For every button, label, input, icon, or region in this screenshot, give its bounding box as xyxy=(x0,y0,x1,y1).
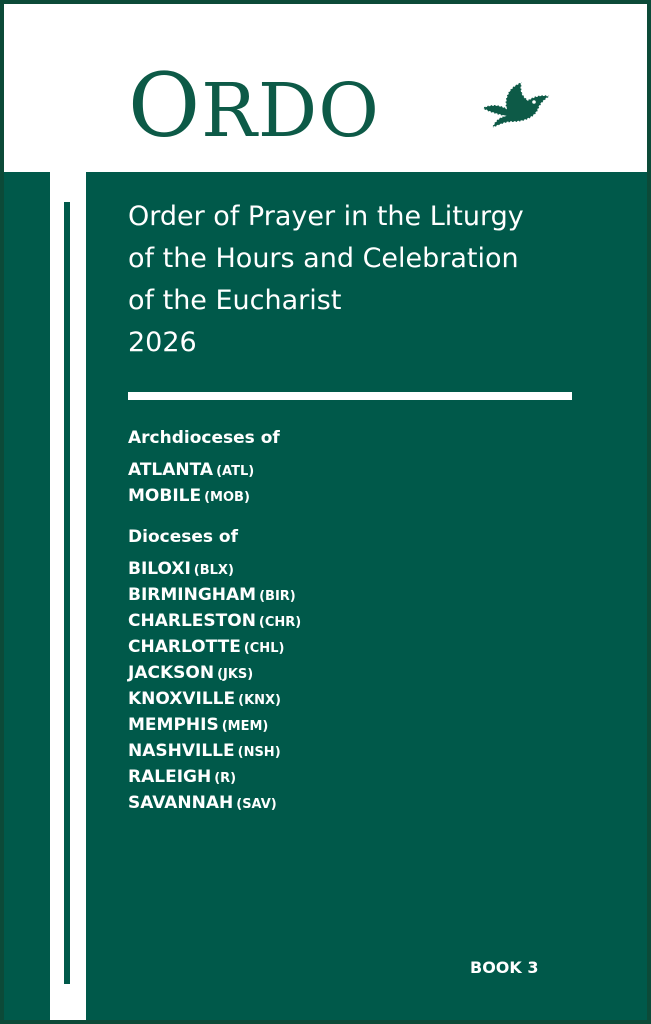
list-item: RALEIGH (R) xyxy=(128,767,237,787)
list-item: BILOXI (BLX) xyxy=(128,559,234,579)
title-rest: RDO xyxy=(201,68,380,154)
list-item: MOBILE (MOB) xyxy=(128,486,250,506)
dioceses-heading: Dioceses of xyxy=(128,527,238,547)
archdioceses-list xyxy=(128,458,254,510)
subtitle-line: Order of Prayer in the Liturgy xyxy=(128,201,524,232)
dioceses-list xyxy=(128,557,301,817)
list-item: SAVANNAH (SAV) xyxy=(128,793,277,813)
list-item: CHARLOTTE (CHL) xyxy=(128,637,285,657)
title-initial: O xyxy=(128,54,202,157)
list-item: CHARLESTON (CHR) xyxy=(128,611,302,631)
list-item: MEMPHIS (MEM) xyxy=(128,715,269,735)
subtitle-line: of the Eucharist xyxy=(128,285,342,316)
subtitle xyxy=(128,196,598,364)
white-horizontal-rule xyxy=(128,392,572,400)
archdioceses-heading: Archdioceses of xyxy=(128,428,280,448)
green-vertical-rule xyxy=(64,202,70,984)
list-item: BIRMINGHAM (BIR) xyxy=(128,585,296,605)
book-label: BOOK 3 xyxy=(470,958,539,977)
list-item: ATLANTA (ATL) xyxy=(128,460,255,480)
list-item: JACKSON (JKS) xyxy=(128,663,254,683)
cover-title xyxy=(128,54,380,172)
subtitle-line: of the Hours and Celebration xyxy=(128,243,519,274)
year: 2026 xyxy=(128,327,197,358)
list-item: KNOXVILLE (KNX) xyxy=(128,689,281,709)
list-item: NASHVILLE (NSH) xyxy=(128,741,281,761)
dove-icon xyxy=(478,78,554,130)
